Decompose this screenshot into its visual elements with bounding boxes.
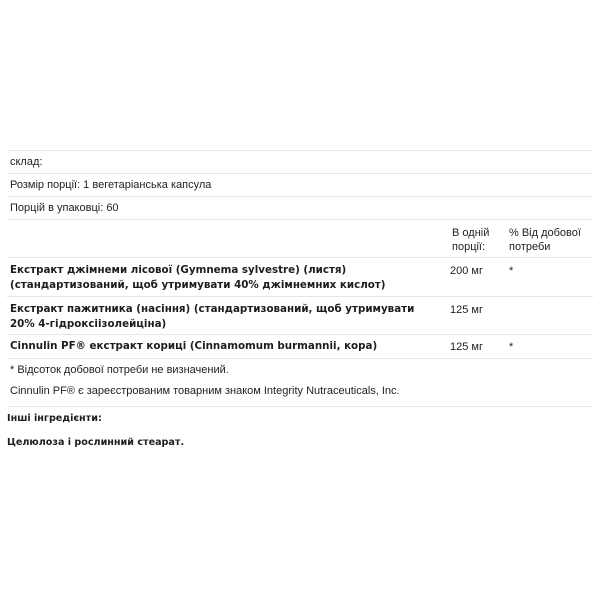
composition-label: склад: (7, 150, 593, 173)
ingredient-name: Cinnulin PF® екстракт кориці (Cinnamomum burmannii, кора) (10, 340, 378, 352)
other-ingredients-label: Інші інгредієнти: (7, 413, 102, 424)
table-row (7, 257, 593, 296)
ingredient-daily-value (507, 302, 593, 330)
ingredient-daily-value: * (509, 341, 514, 353)
header-amount: В одній порції: (452, 227, 490, 253)
header-daily-value: % Від добової потреби (509, 227, 581, 253)
ingredient-daily-value: * (509, 265, 514, 277)
trademark-note: Cinnulin PF® є зареєстрованим товарним знаком Integrity Nutraceuticals, Inc. (10, 385, 400, 397)
ingredient-name: Екстракт пажитника (насіння) (стандартизований, щоб утримувати 20% 4-гідроксіізолейціна) (10, 303, 415, 330)
daily-value-footnote: * Відсоток добової потреби не визначений. (7, 358, 593, 382)
other-ingredients-value: Целюлоза і рослинний стеарат. (7, 437, 185, 448)
table-row (7, 334, 593, 358)
other-ingredients (7, 412, 184, 460)
ingredient-amount: 125 мг (450, 341, 483, 353)
header-ingredient (10, 226, 452, 253)
ingredient-amount: 200 мг (450, 265, 483, 277)
ingredient-name: Екстракт джімнеми лісової (Gymnema sylvestre) (листя) (стандартизований, щоб утримувати 40% джімнемних кислот) (10, 264, 386, 291)
divider (7, 406, 593, 407)
table-header (7, 219, 593, 257)
table-row (7, 296, 593, 334)
serving-size: Розмір порції: 1 вегетаріанська капсула (7, 173, 593, 196)
ingredient-amount: 125 мг (450, 304, 483, 316)
supplement-facts-table (7, 150, 593, 407)
servings-per-container: Порцій в упаковці: 60 (7, 196, 593, 219)
